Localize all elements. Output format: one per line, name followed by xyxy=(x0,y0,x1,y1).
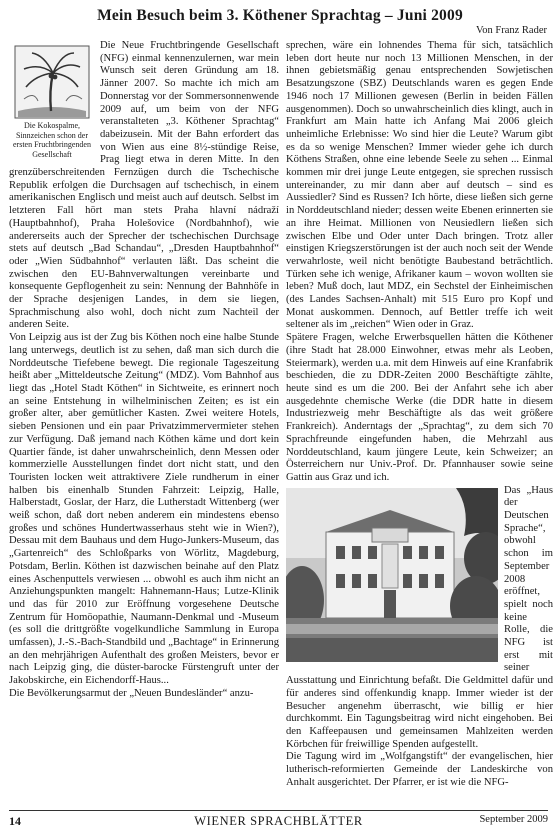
issue-date: September 2009 xyxy=(479,814,548,825)
article-title: Mein Besuch beim 3. Köthener Sprachtag – Juni 2009 xyxy=(97,7,463,24)
page-number: 14 xyxy=(9,814,21,828)
article-paragraph: Die Bevölkerungsarmut der „Neuen Bundesländer“ anzu- xyxy=(9,687,254,699)
left-column xyxy=(9,40,279,812)
article-paragraph: sprechen, wäre ein lohnendes Thema für sich, tatsächlich leben dort heute nur noch 13 Millionen Menschen, in der ihnen gebietsmäßig genau entsprechenden Sowjetischen Besatzungszone (SBZ) Deutschlands waren es gegen Ende 1946 noch 17 Millionen gewesen (Berlin in beiden Fällen ausgenommen). Doch so unwahrscheinlich dies klingt, auch in Frankfurt am Main hatte ich Anfang Mai 2006 gleich unheimliche Erlebnisse: Wo sind hier die Leute? Warum gibt es da so wenige Menschen? Immer wieder gehe ich durch Köthens Straßen, ohne eine lebende Seele zu sehen ... Einmal kommen mir drei junge Leute entgegen, sie sprechen russisch untereinander, zu mir dann aber auf deutsch – sind es Aussiedler? Sind es Russen? Ich hörte, diese ließen sich gerne in Norddeutschland nieder; dessen weite Ebenen erinnerten sie an ihre Heimat. Millionen von Neusiedlern ließen sich zwischen Elbe und Oder unter Dach bringen. Trotz aller einstigen Kriegszerstörungen ist der auch noch seit der Wende verwahrloste, weil nicht benötigte Baubestand beträchtlich. Türken sehe ich wenige, Afrikaner kaum – wovon wollten sie leben? Muß doch, laut MDZ, ein Sechstel der Einheimischen (des Landes Sachsen-Anhalt) mit 515 Euro pro Kopf und Monat auskommen. Dennoch, auf Bettler treffe ich weit seltener als im „reichen“ Wien oder in Graz. xyxy=(286,40,553,331)
right-column xyxy=(286,40,553,812)
article-paragraph: Spätere Fragen, welche Erwerbsquellen hätten die Köthener (ihre Stadt hat 28.000 Einwohner, etwas mehr als Leoben, Steiermark), werden u.a. mit dem Hinweis auf eine Kranfabrik beschieden, die zu DDR-Zeiten 2000 Beschäftigte zählte, heute sind es um die 200. Bei der Anfahrt sehe ich aber ausgedehnte chemische Werke (die DDR hatte in diesem Industriezweig mehr Beschäftigte als das weit größere Frankreich). Anderntags der „Sprachtag“, zu dem sich 70 Sprachfreunde eingefunden haben, die Mehrzahl aus Norddeutschland, kaum jüngere Leute, kein Schweizer; an Österreichern nur Univ.-Prof. Dr. Pfannhauser sowie seine Gattin aus Graz und ich. xyxy=(286,332,553,483)
coconut-palm-emblem-icon xyxy=(14,45,90,119)
journal-name: WIENER SPRACHBLÄTTER xyxy=(194,814,363,828)
building-photo xyxy=(286,488,498,662)
article-paragraph: Von Leipzig aus ist der Zug bis Köthen noch eine halbe Stunde lang unterwegs, deutlich ist zu sehen, daß man sich durch die Norddeutsche Tiefebene bewegt. Die regionale Tageszeitung heißt aber „Mitteldeutsche Zeitung“ (MDZ). Vom Bahnhof aus liegt das „Hotel Stadt Köthen“ in Sichtweite, es erinnert noch an seine Entstehung in wilhelminischen Zeiten; es ist ein großer alter, aber gemütlicher Kasten. Zwei weitere Hotels, sieben Pensionen und ein paar Privatzimmervermieter stehen zur Verfügung. Daß jemand nach Köthen käme und dort kein Quartier fände, ist daher unwahrscheinlich, denn Messen oder kommerzielle Ausstellungen findet dort nicht statt, und den Touristen locken weit attraktivere Ziele rundherum in einer halben bis einenhalb Stunden Fahrzeit: Leipzig, Halle, Halberstadt, Goslar, der Harz, die Lutherstadt Wittenberg (wer weiß schon, daß dort neben anderem ein mindestens ebenso großes und schönes Hundertwasserhaus steht wie in Wien?), Dessau mit dem Bauhaus und dem Hugo-Junkers-Museum, das „Gartenreich“ des Schloßparks von Wörlitz, Magdeburg, Potsdam, Berlin. Köthen ist dazwischen beinahe auf den Platz eines Aschenputtels verwiesen ... obwohl es auch ihm nicht an Anziehungspunkten mangelt: Hahnemann-Haus; Lutze-Klinik und das für 2010 zur Eröffnung vorgesehene Deutsche Zentrum für Homöopathie, Naumann-Denkmal und -Museum (es soll die drittgrößte vogelkundliche Sammlung in Europa umfassen), J.-S.-Bach-Standbild und „Bachtage“ in Erinnerung an den mehrjährigen Aufenthalt des großen Meisters, bevor er nach Leipzig ging, die düster-barocke Fürstengruft unter der Jakobskirche, ein Eichendorff-Haus... xyxy=(9,332,279,687)
article-paragraph: Die Neue Fruchtbringende Gesellschaft (NFG) einmal kennenzulernen, war mein Wunsch seit deren Gründung am 18. Jänner 2007. So machte ich mich am Donnerstag vor der Sommersonnenwende 2009 auf, um beim von der NFG veranstalteten „3. Köthener Sprachtag“ dabeizusein. Mit der Bahn erfordert das von Wien aus eine 8½-stündige Reise, Prag liegt etwa in deren Mitte. In den grenzüberschreitenden Fernzügen durch die Tschechische Republik erfolgen die Durchsagen auf tschechisch, in einem amerikanischen Englisch und meist auch auf deutsch. Selbst im letzteren Fall hört man stets Praha hlavní nádraží (Hauptbahnhof), Praha Holešovice (Nordbahnhof), wie andererseits auch der Sprecher der tschechischen Durchsage stets auf deutsch „Bad Schandau“, „Dresden Hauptbahnhof“ oder „Wien Südbahnhof“ verlauten läßt. Das scheint die zwischen den EU-Bahnverwaltungen vereinbarte und konsequente Gepflogenheit zu sein: Nennung der Bahnhöfe in der Sprache desjenigen Landes, in dem sie liegen, Sprachmischung also wohl, doch nicht zum Nachteil der anderen Seite. xyxy=(9,40,279,331)
emblem-caption: Die Kokospalme, Sinnzeichen schon der ersten Fruchtbringenden Gesellschaft xyxy=(13,121,91,159)
page-footer xyxy=(9,814,548,828)
house-photo-image xyxy=(286,488,498,662)
author-byline: Von Franz Rader xyxy=(476,25,547,36)
footer-rule xyxy=(9,810,548,811)
article-paragraph: Die Tagung wird im „Wolfgangstift“ der evangelischen, hier lutherisch-reformierten Gemeinde der Landeskirche von Anhalt ausgerichtet. Der Pfarrer, er ist wie die NFG- xyxy=(286,751,553,788)
article-paragraph: Das „Haus der Deutschen Sprache“, obwohl schon im September 2008 eröffnet, spielt noch keine Rolle, die NFG ist erst mit seiner Ausstattung und Einrichtung befaßt. Die Geldmittel dafür und für anderes sind offenkundig knapp. Immer wieder ist der Besucher angenehm überrascht, wie billig er hier durchkommt. Ein Tagungsbeitrag wird nicht eingehoben. Bei den Kaffeepausen und gemeinsamen Mahlzeiten werden Körbchen für freiwillige Spenden aufgestellt. xyxy=(286,484,553,750)
palm-emblem-figure xyxy=(9,42,95,159)
